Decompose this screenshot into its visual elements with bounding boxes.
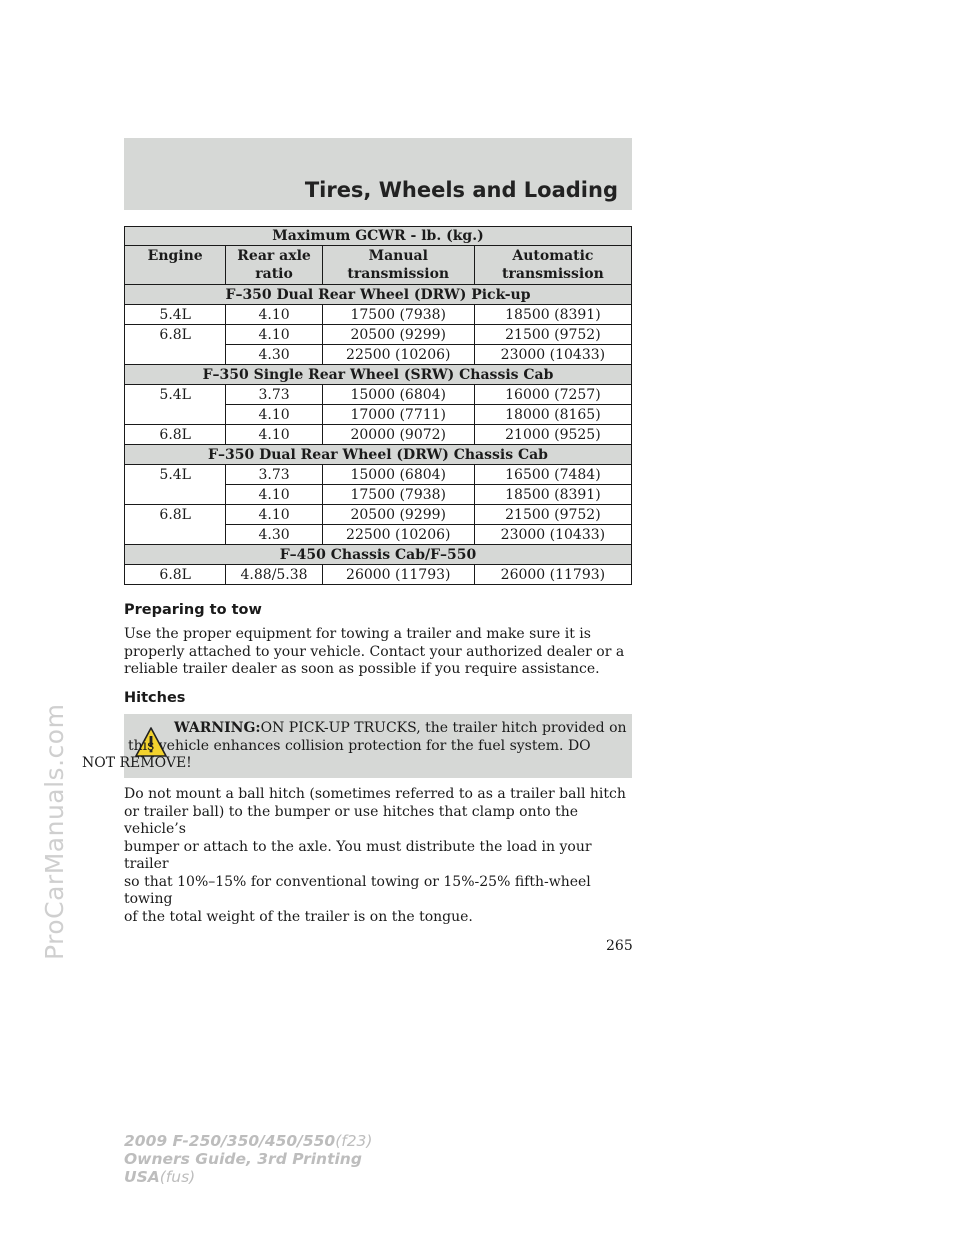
table-cell: 20000 (9072)	[322, 425, 474, 445]
hitches-heading: Hitches	[124, 690, 186, 706]
footer-model: 2009 F-250/350/450/550	[124, 1132, 336, 1150]
table-cell: 16500 (7484)	[474, 465, 631, 485]
footer-region: USA	[124, 1168, 160, 1186]
table-cell: 6.8L	[125, 325, 226, 345]
table-cell: 5.4L	[125, 465, 226, 485]
table-cell: 26000 (11793)	[474, 565, 631, 585]
footer-guide: Owners Guide, 3rd Printing	[124, 1150, 362, 1168]
table-cell: 5.4L	[125, 385, 226, 405]
table-cell: 18500 (8391)	[474, 485, 631, 505]
table-cell	[125, 405, 226, 425]
watermark	[0, 0, 69, 1242]
column-header-rear-axle: Rear axle ratio	[226, 246, 322, 285]
column-header-automatic: Automatic transmission	[474, 246, 631, 285]
column-header-manual: Manual transmission	[322, 246, 474, 285]
table-title: Maximum GCWR - lb. (kg.)	[125, 227, 632, 246]
table-cell: 6.8L	[125, 505, 226, 525]
table-cell: 6.8L	[125, 425, 226, 445]
table-cell: 15000 (6804)	[322, 465, 474, 485]
table-cell: 4.10	[226, 425, 322, 445]
table-cell: 21500 (9752)	[474, 325, 631, 345]
table-title-row	[125, 227, 632, 246]
table-row	[125, 385, 632, 405]
section-header	[124, 138, 632, 210]
table-cell: 4.88/5.38	[226, 565, 322, 585]
table-row	[125, 305, 632, 325]
table-cell: 4.10	[226, 405, 322, 425]
table-row	[125, 525, 632, 545]
table-cell: 4.10	[226, 505, 322, 525]
table-cell	[125, 345, 226, 365]
table-row	[125, 465, 632, 485]
table-header-row	[125, 246, 632, 285]
table-cell	[125, 525, 226, 545]
table-cell: 4.30	[226, 525, 322, 545]
footer	[124, 1132, 372, 1186]
table-cell: 23000 (10433)	[474, 345, 631, 365]
table-row	[125, 425, 632, 445]
table-cell	[125, 485, 226, 505]
table-cell: 17000 (7711)	[322, 405, 474, 425]
preparing-heading: Preparing to tow	[124, 602, 262, 618]
table-cell: 20500 (9299)	[322, 325, 474, 345]
table-cell: 17500 (7938)	[322, 305, 474, 325]
table-cell: 18000 (8165)	[474, 405, 631, 425]
table-cell: 5.4L	[125, 305, 226, 325]
table-row	[125, 565, 632, 585]
table-cell: 4.10	[226, 325, 322, 345]
table-section-row	[125, 545, 632, 565]
table-row	[125, 485, 632, 505]
table-cell: 6.8L	[125, 565, 226, 585]
table-section-title: F–350 Dual Rear Wheel (DRW) Pick-up	[125, 285, 632, 305]
table-cell: 22500 (10206)	[322, 345, 474, 365]
warning-text: WARNING:ON PICK-UP TRUCKS, the trailer hitch provided on this vehicle enhances collision protection for the fuel system. DO NOT REMOVE!	[82, 720, 627, 771]
table-cell: 4.10	[226, 305, 322, 325]
table-cell: 23000 (10433)	[474, 525, 631, 545]
table-row	[125, 345, 632, 365]
table-cell: 20500 (9299)	[322, 505, 474, 525]
table-cell: 15000 (6804)	[322, 385, 474, 405]
footer-model-code: (f23)	[335, 1132, 373, 1150]
table-section-title: F–350 Single Rear Wheel (SRW) Chassis Cab	[125, 365, 632, 385]
table-cell: 3.73	[226, 465, 322, 485]
page-title: Tires, Wheels and Loading	[304, 178, 618, 202]
table-section-title: F–450 Chassis Cab/F–550	[125, 545, 632, 565]
table-row	[125, 325, 632, 345]
table-section-row	[125, 285, 632, 305]
footer-region-code: (fus)	[159, 1168, 196, 1186]
table-row	[125, 405, 632, 425]
table-section-row	[125, 445, 632, 465]
table-cell: 17500 (7938)	[322, 485, 474, 505]
table-cell: 22500 (10206)	[322, 525, 474, 545]
table-cell: 21500 (9752)	[474, 505, 631, 525]
table-cell: 4.30	[226, 345, 322, 365]
table-cell: 3.73	[226, 385, 322, 405]
table-cell: 16000 (7257)	[474, 385, 631, 405]
warning-box	[82, 714, 632, 778]
gcwr-table	[124, 226, 632, 585]
table-cell: 4.10	[226, 485, 322, 505]
table-section-row	[125, 365, 632, 385]
column-header-engine: Engine	[125, 246, 226, 285]
preparing-paragraph: Use the proper equipment for towing a trailer and make sure it is properly attached to your vehicle. Contact your authorized dealer or a reliable trailer dealer as soon as possible if you require assistance.	[124, 626, 625, 677]
watermark-text: ProCarManuals.com	[40, 703, 69, 960]
table-section-title: F–350 Dual Rear Wheel (DRW) Chassis Cab	[125, 445, 632, 465]
table-cell: 26000 (11793)	[322, 565, 474, 585]
table-cell: 18500 (8391)	[474, 305, 631, 325]
page-number: 265	[606, 938, 633, 954]
table-cell: 21000 (9525)	[474, 425, 631, 445]
table-row	[125, 505, 632, 525]
hitches-paragraph: Do not mount a ball hitch (sometimes referred to as a trailer ball hitch or trailer ball) to the bumper or use hitches that clamp onto the vehicle’s bumper or attach to the axle. You must distribute the load in your trailer so that 10%–15% for conventional towing or 15%-25% fifth-wheel towing of the total weight of the trailer is on the tongue.	[124, 786, 626, 925]
